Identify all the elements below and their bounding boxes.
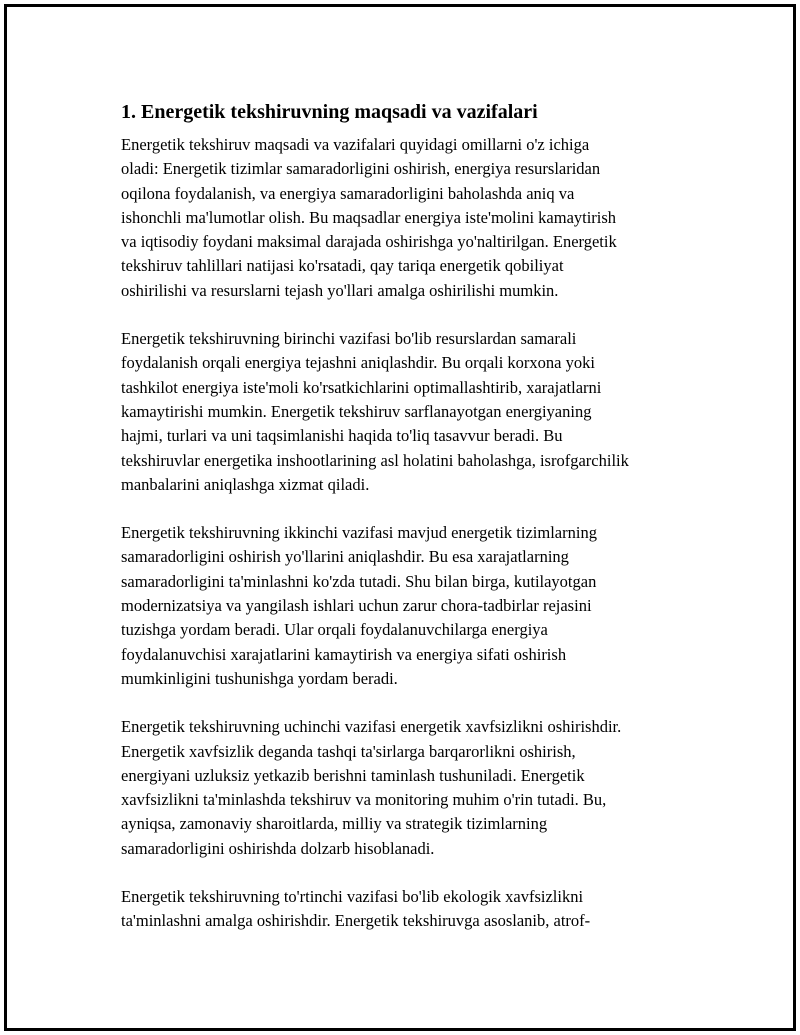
text-line: ta'minlashni amalga oshirishdir. Energetik tekshiruvga asoslanib, atrof- [121,911,591,931]
text-line: tekshiruv tahlillari natijasi ko'rsatadi, qay tariqa energetik qobiliyat [121,256,564,276]
text-line: xavfsizlikni ta'minlashda tekshiruv va monitoring muhim o'rin tutadi. Bu, [121,790,607,810]
section-heading: 1. Energetik tekshiruvning maqsadi va vazifalari [121,101,538,123]
text-line: Energetik tekshiruvning birinchi vazifasi bo'lib resurslardan samarali [121,329,577,349]
text-line: ayniqsa, zamonaviy sharoitlarda, milliy va strategik tizimlarning [121,814,548,834]
text-line: Energetik tekshiruv maqsadi va vazifalari quyidagi omillarni o'z ichiga [121,135,590,154]
paragraph-4 [121,715,696,861]
text-line: oshirilishi va resurslarni tejash yo'llari amalga oshirilishi mumkin. [121,280,559,300]
text-line: energiyani uzluksiz yetkazib berishni taminlash tushuniladi. Energetik [121,765,585,785]
text-line: tuzishga yordam beradi. Ular orqali foydalanuvchilarga energiya [121,620,548,640]
text-line: oqilona foydalanish, va energiya samaradorligini baholashda aniq va [121,183,575,203]
text-line: Energetik xavfsizlik deganda tashqi ta'sirlarga barqarorlikni oshirish, [121,741,576,761]
text-line: modernizatsiya va yangilash ishlari uchun zarur chora-tadbirlar rejasini [121,596,592,616]
text-line: samaradorligini oshirishda dolzarb hisoblanadi. [121,838,435,858]
document-body [121,97,696,958]
text-line: ishonchli ma'lumotlar olish. Bu maqsadlar energiya iste'molini kamaytirish [121,207,617,227]
text-line: foydalanish orqali energiya tejashni aniqlashdir. Bu orqali korxona yoki [121,353,595,373]
text-line: kamaytirishi mumkin. Energetik tekshiruv sarflanayotgan energiyaning [121,401,592,421]
text-line: samaradorligini oshirish yo'llarini aniqlashdir. Bu esa xarajatlarning [121,547,569,567]
paragraph-5 [121,885,696,934]
text-line: oladi: Energetik tizimlar samaradorligini oshirish, energiya resurslaridan [121,159,601,179]
paragraph-1 [121,133,696,303]
text-line: Energetik tekshiruvning to'rtinchi vazifasi bo'lib ekologik xavfsizlikni [121,887,584,907]
text-line: tashkilot energiya iste'moli ko'rsatkichlarini optimallashtirib, xarajatlarni [121,377,602,397]
paragraph-3 [121,521,696,691]
text-line: va iqtisodiy foydani maksimal darajada oshirishga yo'naltirilgan. Energetik [121,232,617,252]
text-line: manbalarini aniqlashga xizmat qiladi. [121,474,370,494]
paragraph-2 [121,327,696,497]
text-line: Energetik tekshiruvning uchinchi vazifasi energetik xavfsizlikni oshirishdir. [121,717,622,737]
text-line: samaradorligini ta'minlashni ko'zda tutadi. Shu bilan birga, kutilayotgan [121,571,597,591]
text-line: Energetik tekshiruvning ikkinchi vazifasi mavjud energetik tizimlarning [121,523,597,543]
text-line: foydalanuvchisi xarajatlarini kamaytirish va energiya sifati oshirish [121,644,567,664]
page-frame [4,4,796,1031]
text-line: tekshiruvlar energetika inshootlarining asl holatini baholashga, isrofgarchilik [121,450,629,470]
text-line: mumkinligini tushunishga yordam beradi. [121,668,398,688]
text-line: hajmi, turlari va uni taqsimlanishi haqida to'liq tasavvur beradi. Bu [121,426,563,446]
